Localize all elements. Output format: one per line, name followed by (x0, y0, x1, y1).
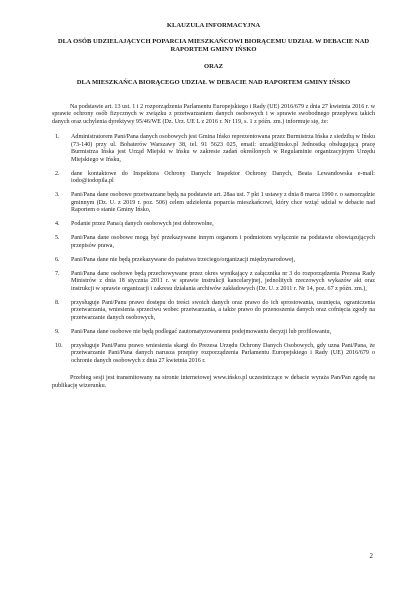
list-text: przysługuje Pani/Panu prawo wniesienia skargi do Prezesa Urzędu Ochrony Danych Osobowych, gdy uzna Pani/Pana, że przetwarzanie Pani/Pana danych narusza przepisy rozporządzenia Parlamentu Europejskiego i Rady (UE) 2016/679 o ochronie danych osobowych z dnia 27 kwietnia 2016 r. (71, 342, 375, 364)
list-item (52, 343, 375, 365)
list-text: przysługuje Pani/Panu prawo dostępu do treści swoich danych oraz prawo do ich sprostowania, usunięcia, ograniczenia przetwarzania, wniesienia sprzeciwu wobec przetwarzania, a także prawo do przenoszenia danych oraz cofnięcia zgody na przetwarzanie danych osobowych, (71, 299, 375, 321)
document-title: KLAUZULA INFORMACYJNA (166, 22, 261, 29)
list-item (52, 271, 375, 293)
list-number: 5. (55, 235, 60, 242)
closing-paragraph: Przebieg sesji jest transmitowany na stronie internetowej www.ińsko.pl uczestniczące w debacie wyraża Pan/Pan zgodę na publikację wizerunku. (52, 375, 375, 389)
intro-paragraph: Na podstawie art. 13 ust. 1 i 2 rozporządzenia Parlamentu Europejskiego i Rady (UE) 2016/679 z dnia 27 kwietnia 2016 r. w sprawie ochrony osób fizycznych w związku z przetwarzaniem danych osobowych i w sprawie swobodnego przepływu takich danych oraz uchylenia dyrektywy 95/46/WE (Dz. Urz. UE L z 2016 r. Nr 119, s. 1 z późn. zm.) informuje się, że: (52, 103, 375, 125)
list-text: Pani/Pana dane osobowe nie będą podlegać zautomatyzowanemu podejmowaniu decyzji lub profilowaniu, (71, 328, 332, 335)
information-list (52, 134, 375, 365)
list-number: 2. (55, 170, 60, 177)
list-text: Pani/Pana dane osobowe mogą być przekazywane innym organom i podmiotom wyłącznie na podstawie obowiązujących przepisów prawa, (71, 235, 375, 249)
list-number: 6. (55, 256, 60, 263)
list-text: Podanie przez Pana/ą danych osobowych jest dobrowolne, (71, 221, 214, 228)
list-text: Administratorem Pani/Pana danych osobowych jest Gmina Ińsko reprezentowana przez Burmistrza Ińska z siedzibą w Ińsku (73-140) przy ul. Bohaterów Warszawy 38, tel. 91 5623 025, email: urzad@insko.pl Jednostką obsługującą pracę Burmistrza Ińska jest Urząd Miejski w Ińsku w zakresie zadań określonych w Regulaminie organizacyjnym Urzędu Miejskiego w Ińsku, (71, 134, 375, 163)
list-number: 7. (55, 270, 60, 277)
list-item (52, 221, 375, 228)
list-number: 1. (55, 134, 60, 141)
list-item (52, 192, 375, 214)
list-item (52, 257, 375, 264)
list-number: 8. (55, 299, 60, 306)
list-number: 9. (55, 328, 60, 335)
subtitle-resident: DLA MIESZKAŃCA BIORĄCEGO UDZIAŁ W DEBACIE NAD RAPORTEM GMINY IŃSKO (76, 79, 351, 87)
list-text: Pani/Pana dane osobowe przetwarzane będą na podstawie art. 28aa ust. 7 pkt 1 ustawy z dnia 8 marca 1990 r. o samorządzie gminnym (Dz. U. z 2019 r. poz. 506) celem udzielenia poparcia mieszkańcowi, który chce wziąć udział w debacie nad Raportem o stanie Gminy Ińsko, (71, 192, 375, 214)
list-number: 3. (55, 192, 60, 199)
list-item (52, 134, 375, 164)
list-text: Pani/Pana dane nie będą przekazywane do państwa trzeciego/organizacji międzynarodowej, (71, 256, 296, 263)
list-number: 4. (55, 221, 60, 228)
subtitle-supporters: DLA OSÓB UDZIELAJĄCYCH POPARCIA MIESZKAŃCOWI BIORĄCEMU UDZIAŁ W DEBACIE NAD RAPORTEM GMINY IŃSKO (57, 37, 370, 54)
subtitle-conjunction: ORAZ (203, 62, 224, 70)
list-text: dane kontaktowe do Inspektora Ochrony Danych: Inspektor Ochrony Danych, Beata Lewandowska e-mail: iodo@iodopila.pl (71, 170, 375, 185)
list-item (52, 171, 375, 186)
list-item (52, 300, 375, 322)
page-number: 2 (369, 552, 373, 560)
list-item (52, 329, 375, 336)
list-number: 10. (55, 342, 63, 349)
list-text: Pani/Pana dane osobowe będą przechowywane przez okres wynikający z załącznika nr 3 do rozporządzenia Prezesa Rady Ministrów z dnia 18 stycznia 2011 r. w sprawie instrukcji kancelaryjnej, jednolitych rzeczowych wykazów akt oraz instrukcji w sprawie organizacji i zakresu działania archiwów zakładowych (Dz. U. z 2011 r. Nr 14, poz. 67 z późn. zm.), (71, 270, 375, 292)
list-item (52, 235, 375, 250)
